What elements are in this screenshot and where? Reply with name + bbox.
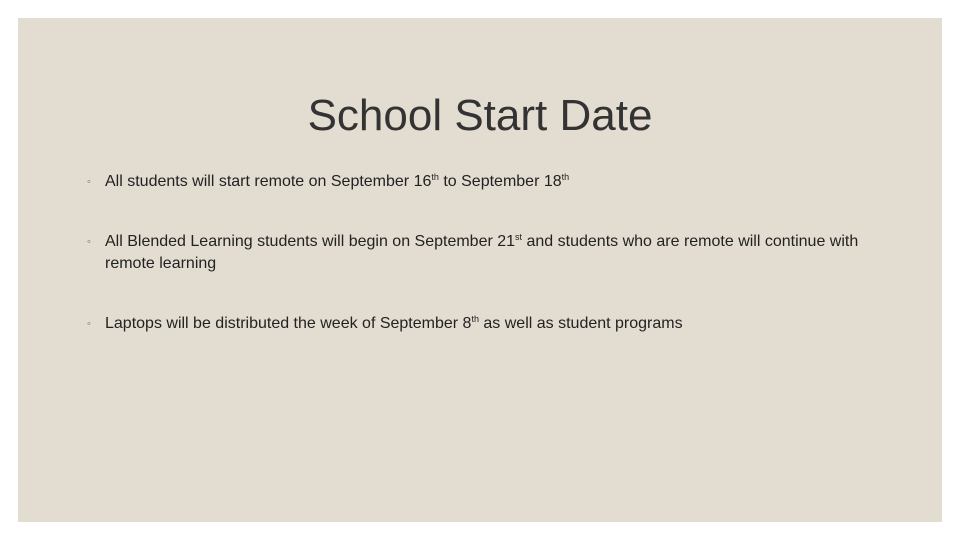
bullet-list (87, 171, 887, 335)
bullet-circle-icon: ◦ (87, 318, 91, 330)
slide-title: School Start Date (307, 91, 653, 140)
bullet-text: All Blended Learning students will begin on September 21 (105, 233, 516, 250)
bullet-circle-icon: ◦ (87, 176, 91, 188)
bullet-text: as well as student programs (478, 315, 683, 332)
bullet-text: Laptops will be distributed the week of September 8 (105, 315, 472, 332)
ordinal-suffix: th (561, 172, 570, 182)
bullet-item (87, 231, 887, 275)
bullet-circle-icon: ◦ (87, 236, 91, 248)
bullet-text: and students who are remote will continue with remote learning (105, 233, 859, 272)
bullet-text: to September 18 (438, 173, 562, 190)
ordinal-suffix: th (431, 172, 439, 182)
bullet-text: All students will start remote on September 16 (105, 173, 432, 190)
bullet-item (87, 171, 887, 193)
slide (18, 18, 942, 522)
ordinal-suffix: st (515, 232, 523, 242)
ordinal-suffix: th (471, 314, 479, 324)
bullet-item (87, 313, 887, 335)
